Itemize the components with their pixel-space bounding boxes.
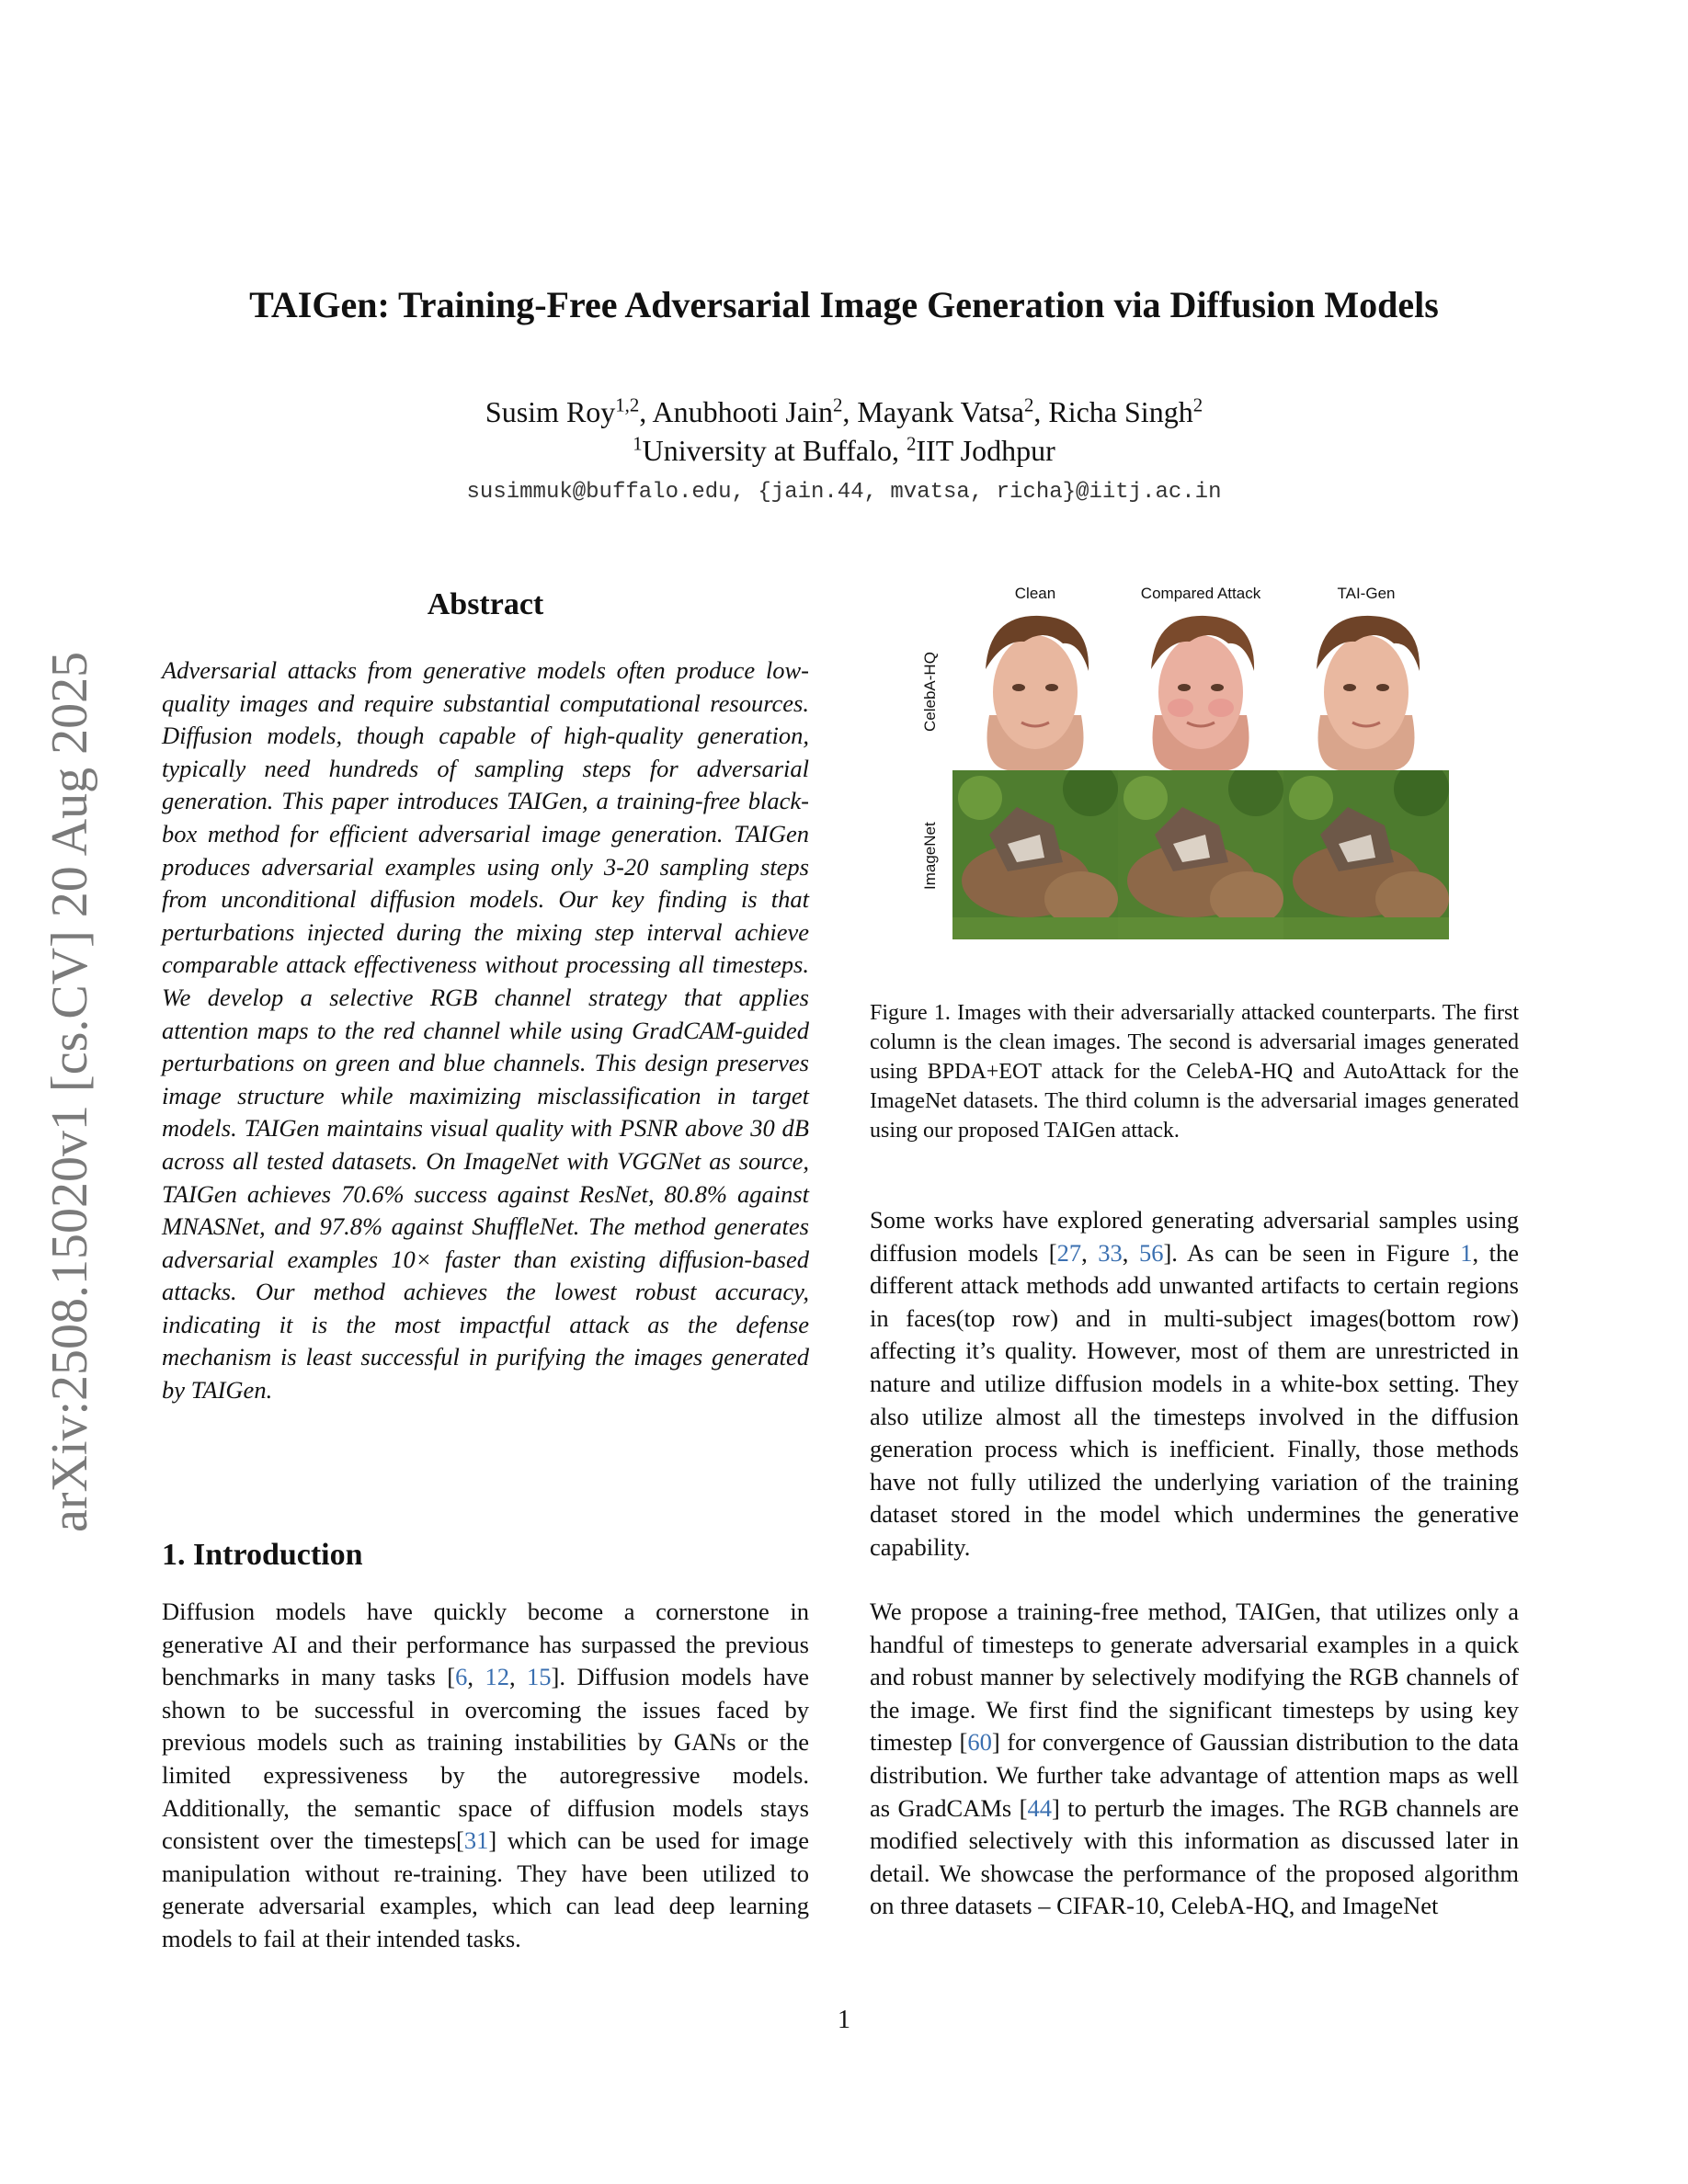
celeba-taigen-image bbox=[1283, 605, 1449, 770]
introduction-paragraph bbox=[162, 1596, 809, 1956]
author-emails: susimmuk@buffalo.edu, {jain.44, mvatsa, richa}@iitj.ac.in bbox=[466, 480, 1222, 505]
affil-mark: 2 bbox=[906, 433, 917, 455]
author-affil-mark: 1,2 bbox=[615, 394, 640, 416]
abstract-text: Adversarial attacks from generative models often produce low-quality images and require substantial computational resources. Diffusion models, though capable of high-quality generation, typically need hundreds of sampling steps for adversarial generation. This paper introduces TAIGen, a training-free black-box method for efficient adversarial image generation. TAIGen produces adversarial examples using only 3-20 sampling steps from unconditional diffusion models. Our key finding is that perturbations injected during the mixing step interval achieve comparable attack effectiveness without processing all timesteps. We develop a selective RGB channel strategy that applies attention maps to the red channel while using GradCAM-guided perturbations on green and blue channels. This design preserves image structure while maximizing misclassification in target models. TAIGen maintains visual quality with PSNR above 30 dB across all tested datasets. On ImageNet with VGGNet as source, TAIGen achieves 70.6% success against ResNet, 80.8% against MNASNet, and 97.8% against ShuffleNet. The method generates adversarial examples 10× faster than existing diffusion-based attacks. Our method achieves the lowest robust accuracy, indicating it is the most impactful attack as the defense mechanism is least successful in purifying the images generated by TAIGen. bbox=[162, 656, 809, 1405]
section-heading-introduction: 1. Introduction bbox=[162, 1538, 363, 1572]
right-paragraph-1 bbox=[870, 1204, 1519, 1564]
imagenet-compared-attack-image bbox=[1118, 770, 1283, 939]
text-run: ] which can be used for image manipulation without re-training. They have been utilized to generate adversarial examples, which can lead deep learning models to fail at their intended tasks. bbox=[162, 1826, 809, 1952]
citation-link[interactable]: 33 bbox=[1098, 1238, 1123, 1267]
citation-link[interactable]: 12 bbox=[485, 1663, 509, 1691]
text-run: , bbox=[1081, 1238, 1099, 1267]
citation-link[interactable]: 27 bbox=[1056, 1238, 1082, 1267]
author-name: Anubhooti Jain bbox=[652, 395, 833, 428]
text-run: Some works have explored generating adversarial samples using diffusion models [ bbox=[870, 1206, 1519, 1267]
citation-link[interactable]: 15 bbox=[527, 1663, 552, 1691]
text-run: , the different attack methods add unwanted artifacts to certain regions in faces(top row) and in multi-subject images(bottom row) affecting it’s quality. However, most of them are unrestricted in nature and utilize diffusion models in a white-box setting. They also utilize almost all the timesteps involved in the diffusion generation process which is inefficient. Finally, those methods have not fully utilized the underlying variation of the training dataset stored in the model which undermines the generative capability. bbox=[870, 1238, 1520, 1561]
celeba-compared-attack-image bbox=[1118, 605, 1283, 770]
citation-link[interactable]: 56 bbox=[1138, 1238, 1164, 1267]
row-label-celeba: CelebA-HQ bbox=[921, 652, 939, 732]
affil-mark: 1 bbox=[633, 433, 643, 455]
text-run: ]. Diffusion models have shown to be successful in overcoming the issues faced by previous models such as training instabilities by GANs or the limited expressiveness by the autoregressive models. Additionally, the semantic space of diffusion models stays consistent over the timesteps[ bbox=[162, 1663, 810, 1855]
text-run: ] to perturb the images. The RGB channels are modified selectively with this information as discussed later in detail. We showcase the performance of the proposed algorithm on three datasets – CIFAR-10, CelebA-HQ, and ImageNet bbox=[870, 1793, 1520, 1920]
author-affil-mark: 2 bbox=[1023, 394, 1034, 416]
text-run: ]. As can be seen in Figure bbox=[1163, 1238, 1461, 1267]
celeba-clean-image bbox=[952, 605, 1118, 770]
column-label-compared-attack: Compared Attack bbox=[1140, 585, 1261, 602]
text-run: , bbox=[508, 1663, 528, 1691]
citation-link[interactable]: 44 bbox=[1027, 1793, 1052, 1822]
abstract-heading: Abstract bbox=[427, 587, 544, 621]
paper-title: TAIGen: Training-Free Adversarial Image Generation via Diffusion Models bbox=[249, 284, 1439, 325]
figure-1 bbox=[921, 585, 1456, 939]
citation-link[interactable]: 6 bbox=[455, 1663, 468, 1691]
citation-link[interactable]: 60 bbox=[967, 1728, 992, 1757]
imagenet-taigen-image bbox=[1283, 770, 1449, 939]
author-affil-mark: 2 bbox=[832, 394, 843, 416]
author-name: Mayank Vatsa bbox=[857, 395, 1024, 428]
citation-link[interactable]: 31 bbox=[463, 1826, 489, 1855]
affiliation-name: IIT Jodhpur bbox=[916, 434, 1055, 467]
text-run: , bbox=[467, 1663, 485, 1691]
text-run: Diffusion models have quickly become a cornerstone in generative AI and their performance has surpassed the previous benchmarks in many tasks [ bbox=[162, 1598, 809, 1691]
text-run: We propose a training-free method, TAIGen, that utilizes only a handful of timesteps to generate adversarial examples in a quick and robust manner by selectively modifying the RGB channels of the image. We first find the significant timesteps by using key timestep [ bbox=[870, 1598, 1519, 1757]
author-list: Susim Roy$^{1,2}$, Anubhooti Jain$^2$, Mayank Vatsa$^2$, Richa Singh$^2$ bbox=[485, 394, 1203, 428]
row-label-imagenet: ImageNet bbox=[921, 822, 939, 890]
column-label-clean: Clean bbox=[1014, 585, 1056, 602]
figure-reference-link[interactable]: 1 bbox=[1460, 1238, 1473, 1267]
text-run: , bbox=[1122, 1238, 1139, 1267]
page-number: 1 bbox=[838, 2006, 850, 2034]
imagenet-clean-image bbox=[952, 770, 1118, 939]
right-paragraph-2 bbox=[870, 1596, 1519, 1923]
author-name: Richa Singh bbox=[1048, 395, 1193, 428]
column-label-taigen: TAI-Gen bbox=[1337, 585, 1396, 602]
figure-1-caption: Figure 1. Images with their adversarially attacked counterparts. The first column is the clean images. The second is adversarial images generated using BPDA+EOT attack for the CelebA-HQ and AutoAttack for the ImageNet datasets. The third column is the adversarial images generated using our proposed TAIGen attack. bbox=[870, 1001, 1519, 1143]
text-run: ] for convergence of Gaussian distribution to the data distribution. We further take advantage of attention maps as well as GradCAMs [ bbox=[870, 1728, 1519, 1822]
author-name: Susim Roy bbox=[485, 395, 616, 428]
affiliation-name: University at Buffalo bbox=[642, 434, 892, 467]
author-affil-mark: 2 bbox=[1192, 394, 1203, 416]
affiliations: $^1$University at Buffalo, $^2$IIT Jodhpur bbox=[633, 433, 1055, 467]
arxiv-identifier: arXiv:2508.15020v1 [cs.CV] 20 Aug 2025 bbox=[41, 651, 98, 1533]
